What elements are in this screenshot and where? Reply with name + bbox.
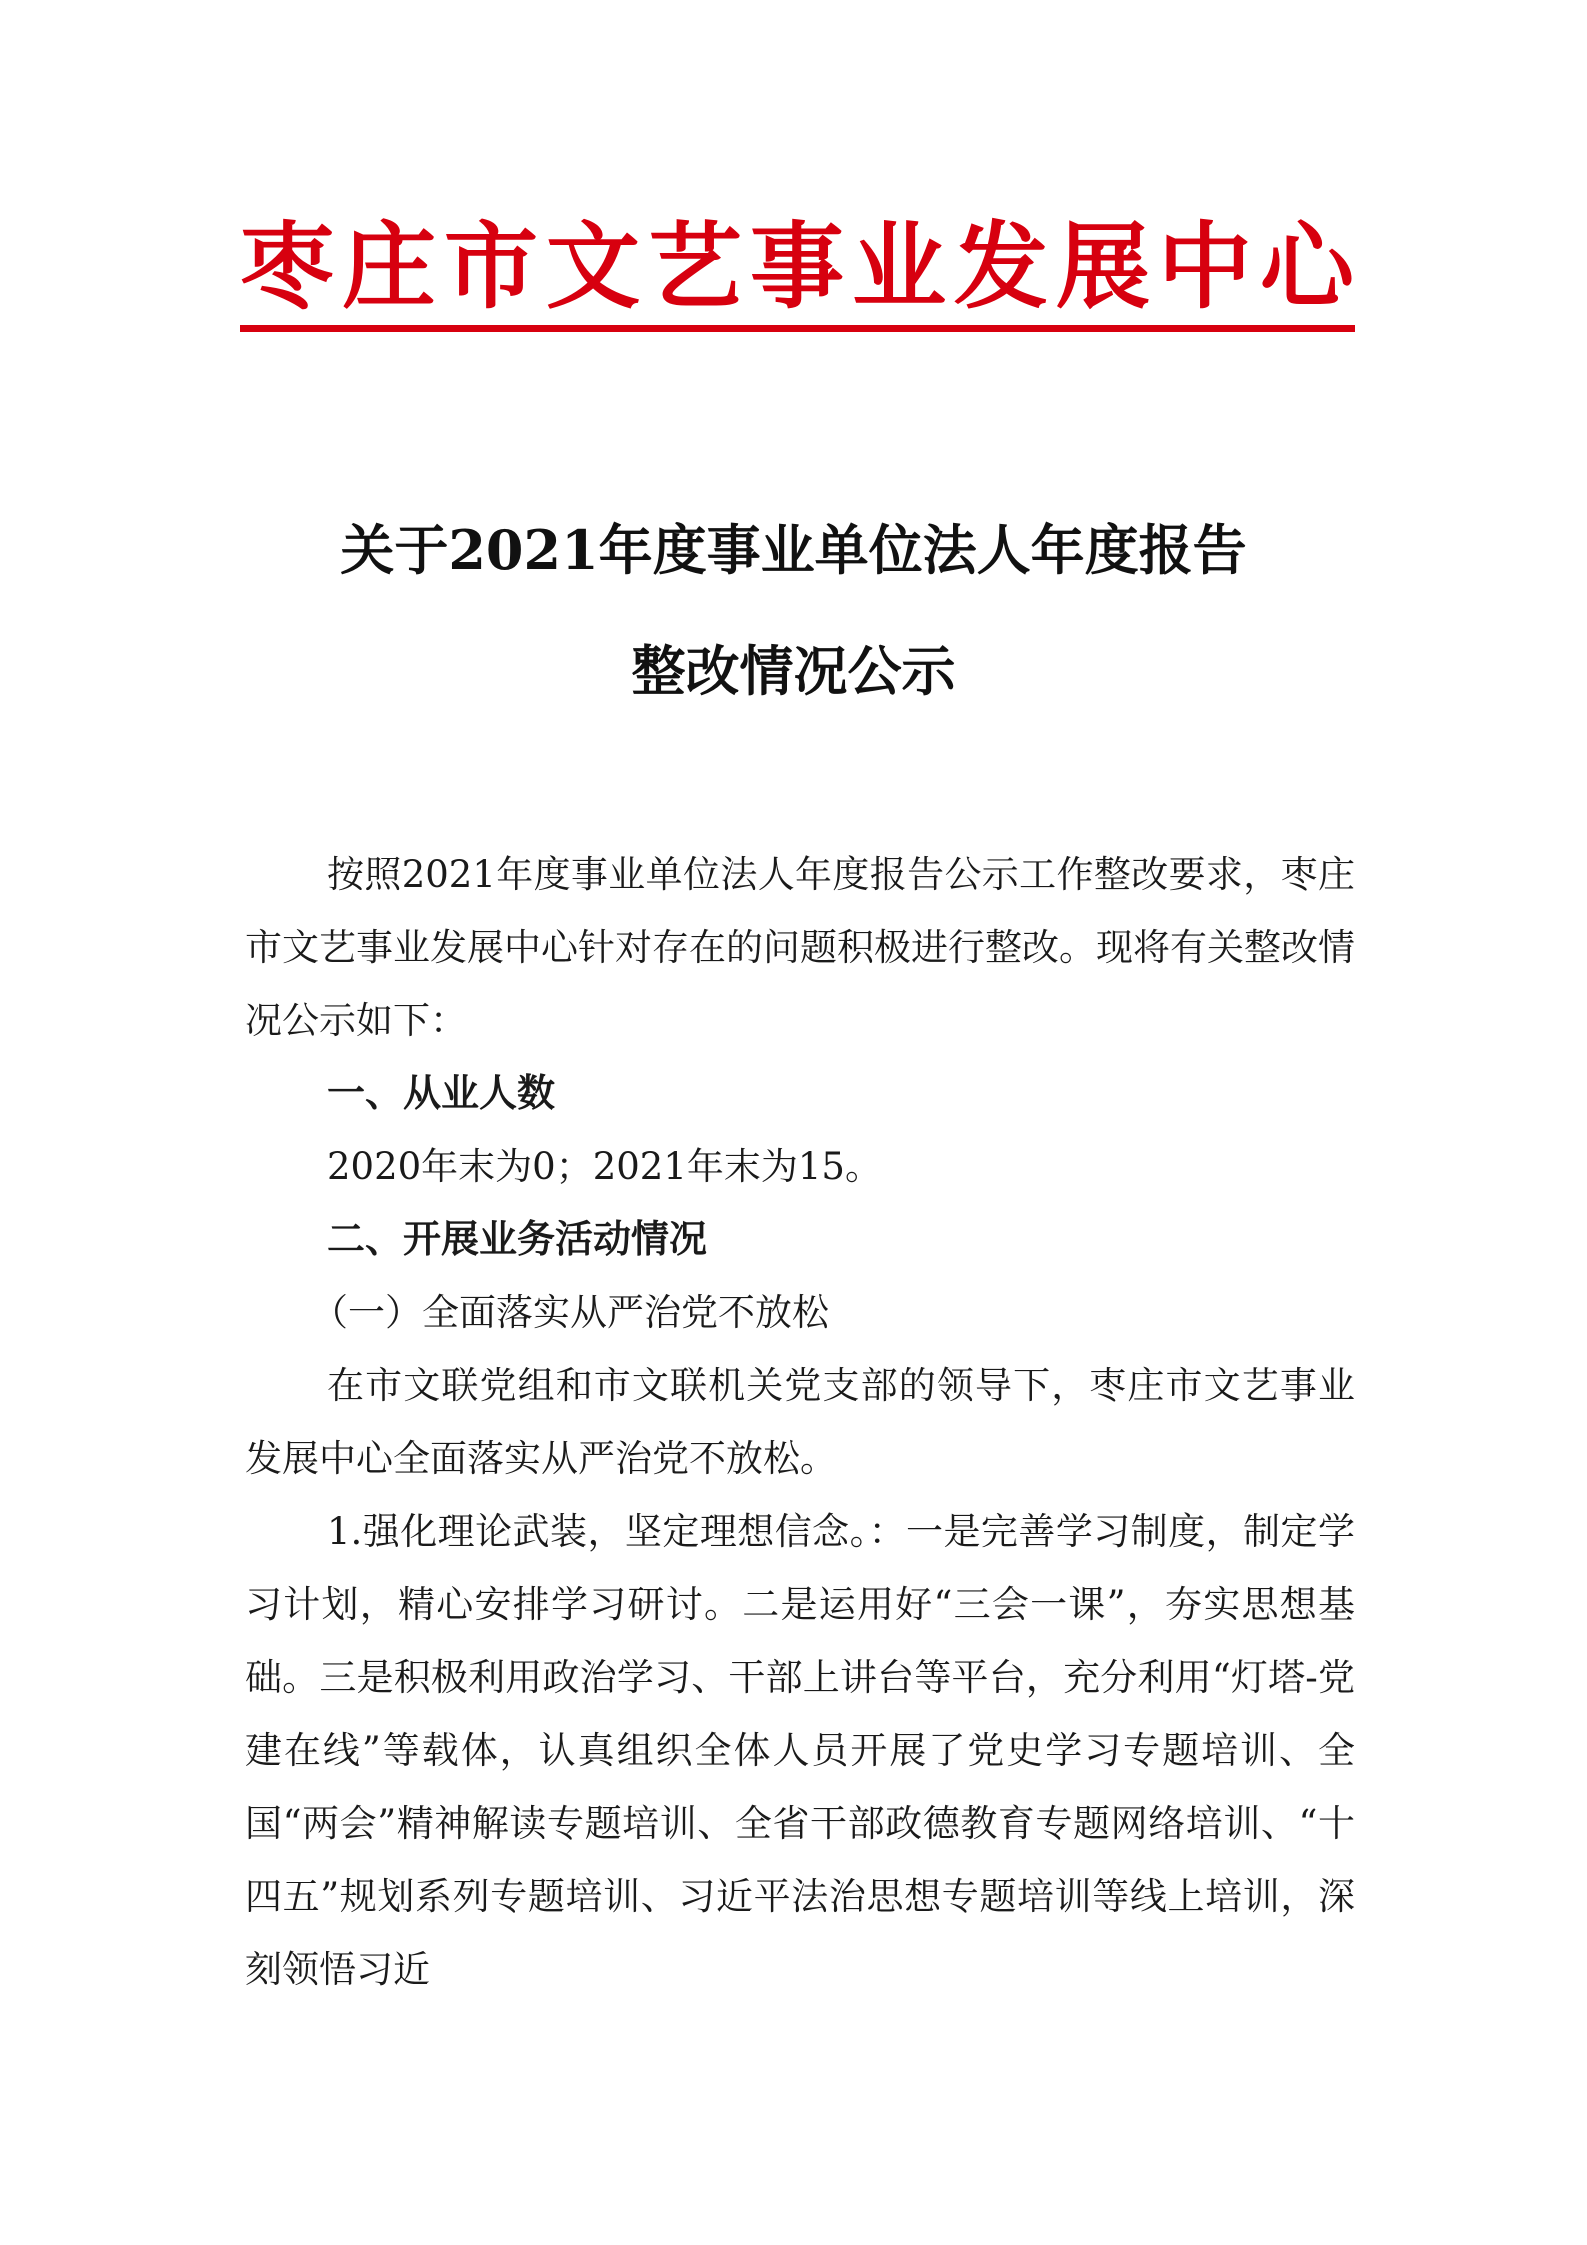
party-paragraph: 在市文联党组和市文联机关党支部的领导下，枣庄市文艺事业发展中心全面落实从严治党不放松。 (245, 1364, 1355, 1480)
document-title-line-1: 关于2021年度事业单位法人年度报告 (340, 518, 1247, 582)
document-title-line-2: 整改情况公示 (631, 639, 956, 703)
document-body (245, 838, 1355, 2006)
masthead-red-rule (240, 325, 1355, 332)
subsection-heading-party: （一）全面落实从严治党不放松 (311, 1291, 829, 1334)
section-heading-staff: 一、从业人数 (327, 1071, 556, 1115)
staff-count-paragraph: 2020年末为0；2021年末为15。 (327, 1145, 882, 1188)
masthead-title: 枣庄市文艺事业发展中心 (240, 212, 1363, 322)
theory-study-paragraph: 1.强化理论武装，坚定理想信念。：一是完善学习制度，制定学习计划，精心安排学习研讨。二是运用好“三会一课”，夯实思想基础。三是积极利用政治学习、干部上讲台等平台，充分利用“灯塔-党建在线”等载体，认真组织全体人员开展了党史学习专题培训、全国“两会”精神解读专题培训、全省干部政德教育专题网络培训、“十四五”规划系列专题培训、习近平法治思想专题培训等线上培训，深刻领悟习近 (245, 1510, 1355, 1991)
intro-paragraph: 按照2021年度事业单位法人年度报告公示工作整改要求，枣庄市文艺事业发展中心针对存在的问题积极进行整改。现将有关整改情况公示如下： (245, 853, 1355, 1042)
section-heading-activities: 二、开展业务活动情况 (327, 1217, 708, 1261)
